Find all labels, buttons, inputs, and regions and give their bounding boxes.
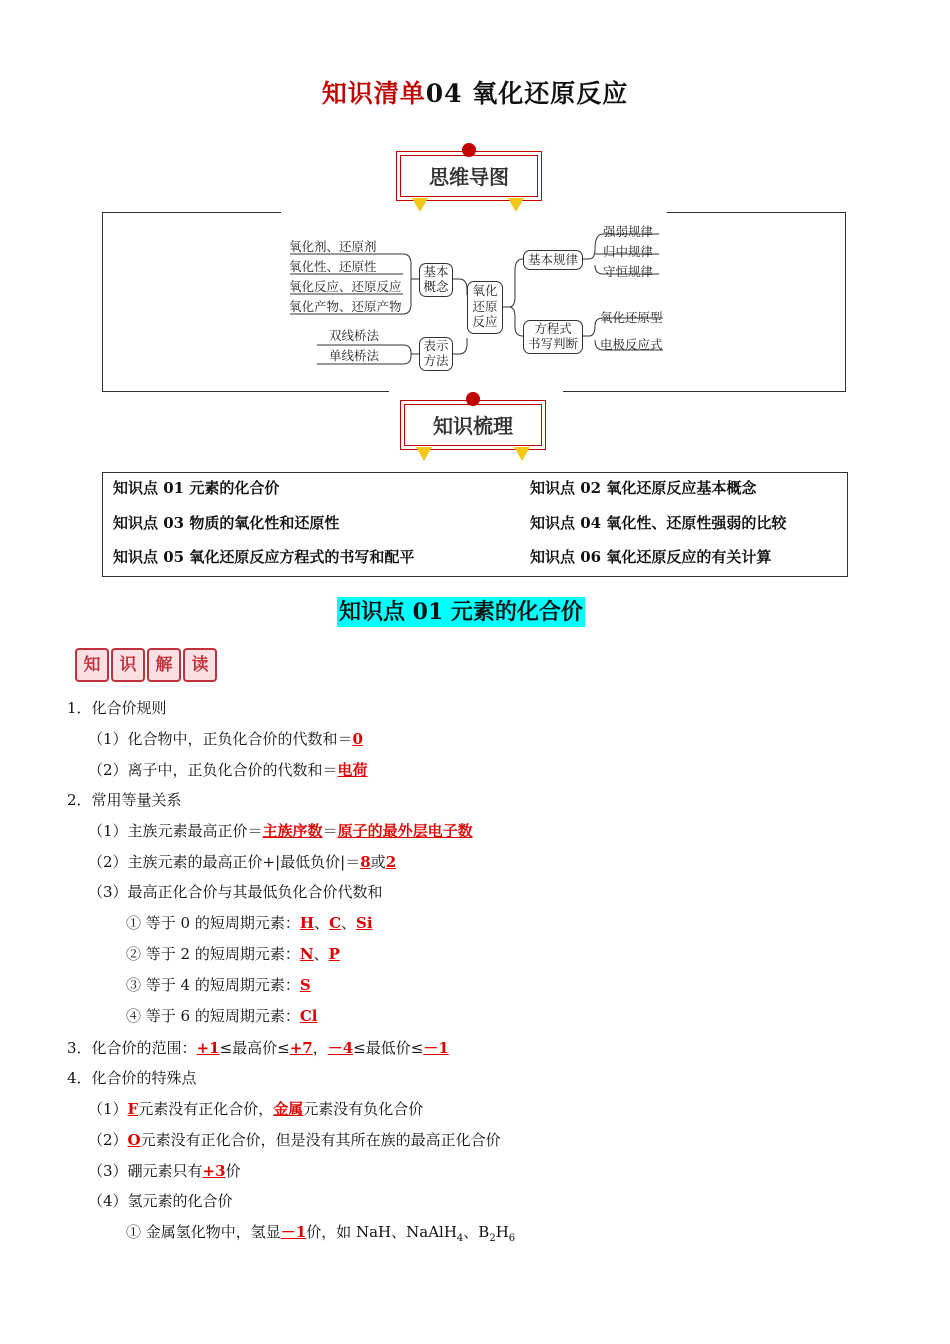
answer: 电荷 [337,761,368,779]
case-1: ① 等于 0 的短周期元素：H、C、Si [126,914,373,932]
mm-item: 氧化产物、还原产物 [289,299,402,314]
interpret-badge [73,648,219,682]
rule-1a: （1）化合物中，正负化合价的代数和＝0 [88,730,363,748]
interpret-char: 读 [183,648,217,682]
rule-4c: （3）硼元素只有+3价 [88,1162,241,1180]
answer: 8 [360,853,371,871]
answer: 原子的最外层电子数 [337,822,473,840]
interpret-char: 识 [111,648,145,682]
rule-2b: （2）主族元素的最高正价+|最低负价|＝8或2 [88,853,397,871]
mm-item: 电极反应式 [600,337,663,352]
ribbon-icon [412,198,428,212]
ribbon-icon [508,198,524,212]
rule-2a: （1）主族元素最高正价＝主族序数＝原子的最外层电子数 [88,822,473,840]
interpret-char: 知 [75,648,109,682]
title-red: 知识清单 [321,79,426,108]
mm-item: 双线桥法 [329,328,380,343]
interpret-char: 解 [147,648,181,682]
mm-box-basic-concepts: 基本 概念 [419,263,453,297]
mm-item: 守恒规律 [603,264,654,279]
mindmap-box [102,212,846,392]
answer: 2 [385,853,397,871]
rule-2c: （3）最高正化合价与其最低负化合价代数和 [88,883,383,901]
rule-4a: （1）F元素没有正化合价，金属元素没有负化合价 [88,1100,424,1118]
case-3: ③ 等于 4 的短周期元素：S [126,976,311,994]
badge-dot-icon [462,143,476,157]
answer: 主族序数 [262,822,323,840]
mindmap-badge-label: 思维导图 [429,165,509,189]
answer: 0 [352,730,363,748]
ribbon-icon [416,447,432,461]
rule-4d-1: ① 金属氢化物中，氢显－1价，如 NaH、NaAlH$_4$、$B_2H_6$ [126,1223,516,1244]
mindmap-badge [396,151,542,201]
toc-item-04[interactable]: 知识点 04 氧化性、还原性强弱的比较 [530,514,787,532]
ribbon-icon [514,447,530,461]
badge-dot-icon [466,392,480,406]
section-heading: 知识点 01 元素的化合价 [339,599,583,625]
heading-1: 1．化合价规则 [67,699,167,717]
mm-item: 氧化反应、还原反应 [289,279,402,294]
mm-box-basic-rules: 基本规律 [523,250,583,270]
case-4: ④ 等于 6 的短周期元素：Cl [126,1007,318,1025]
mm-box-representation: 表示 方法 [419,337,453,371]
rule-4b: （2）O元素没有正化合价，但是没有其所在族的最高正化合价 [88,1131,501,1149]
heading-4: 4．化合价的特殊点 [67,1069,197,1087]
outline-badge-label: 知识梳理 [433,414,513,438]
title-rest: 04 氧化还原反应 [425,79,629,108]
toc-item-03[interactable]: 知识点 03 物质的氧化性和还原性 [113,514,340,532]
heading-2: 2．常用等量关系 [67,791,182,809]
mm-item: 单线桥法 [329,348,380,363]
case-2: ② 等于 2 的短周期元素：N、P [126,945,340,963]
mm-box-center: 氧化 还原 反应 [467,281,503,334]
outline-badge [400,400,546,450]
rule-1b: （2）离子中，正负化合价的代数和＝电荷 [88,761,368,779]
toc-item-02[interactable]: 知识点 02 氧化还原反应基本概念 [530,479,757,497]
mm-item: 氧化性、还原性 [289,259,377,274]
mm-box-equation: 方程式 书写判断 [523,320,583,354]
mm-item: 强弱规律 [603,224,654,239]
toc-item-01[interactable]: 知识点 01 元素的化合价 [113,479,280,497]
mm-item: 氧化还原型 [600,310,663,325]
mm-item: 归中规律 [603,244,654,259]
toc-item-06[interactable]: 知识点 06 氧化还原反应的有关计算 [530,548,772,566]
page-title [0,74,950,110]
toc-item-05[interactable]: 知识点 05 氧化还原反应方程式的书写和配平 [113,548,415,566]
rule-4d: （4）氢元素的化合价 [88,1192,233,1210]
heading-3: 3．化合价的范围：+1≤最高价≤+7，－4≤最低价≤－1 [67,1039,449,1057]
mm-item: 氧化剂、还原剂 [289,239,377,254]
toc-table [102,472,848,577]
